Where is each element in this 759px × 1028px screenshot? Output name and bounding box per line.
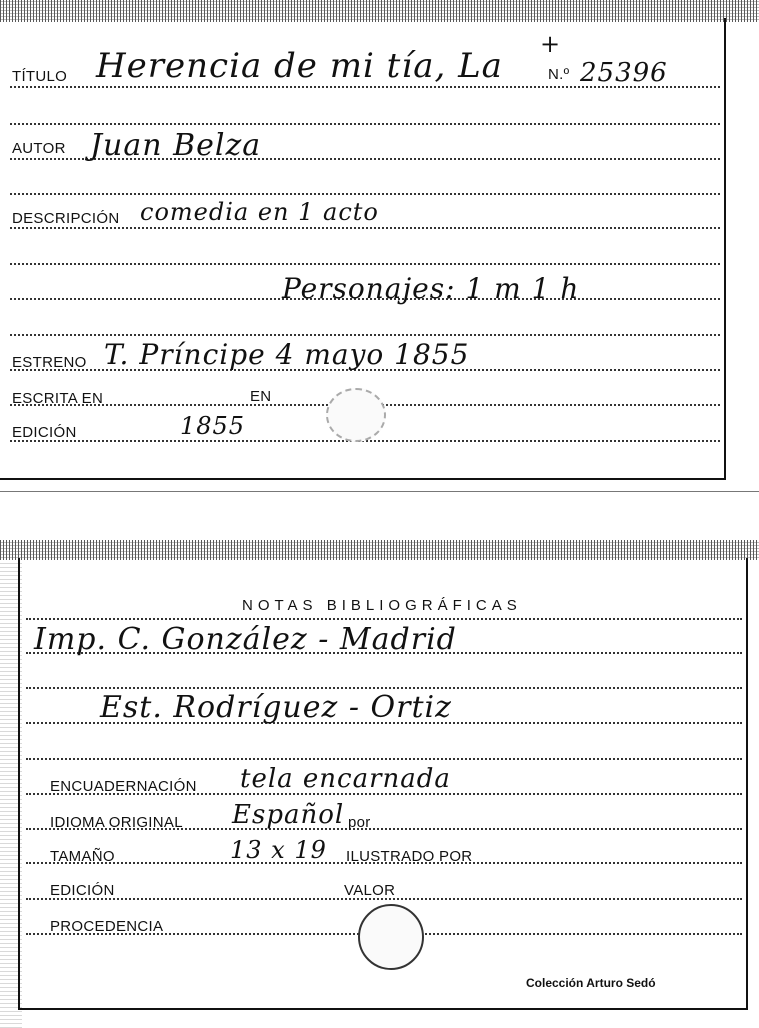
card-separator [0,491,759,492]
estreno-value: T. Príncipe 4 mayo 1855 [104,338,470,371]
autor-label: AUTOR [12,140,66,157]
numero-mark: + [540,30,562,58]
ilustrado-label: ILUSTRADO POR [346,848,473,865]
numero-label: N.º [548,66,570,83]
tamano-label: TAMAÑO [50,848,115,865]
encuadernacion-label: ENCUADERNACIÓN [50,778,197,795]
ruled-line [26,758,742,760]
descripcion-label: DESCRIPCIÓN [12,210,120,227]
ruled-line [10,193,720,195]
note-line-2: Est. Rodríguez - Ortiz [100,690,452,725]
descripcion-value: comedia en 1 acto [140,198,379,226]
titulo-value: Herencia de mi tía, La [96,46,503,86]
encuadernacion-value: tela encarnada [240,764,451,794]
notas-heading: NOTAS BIBLIOGRÁFICAS [242,597,522,614]
card-top-edge [0,540,759,560]
valor-label: VALOR [344,882,396,899]
edicion-label: EDICIÓN [50,882,115,899]
estreno-label: ESTRENO [12,354,87,371]
idioma-label: IDIOMA ORIGINAL [50,814,183,831]
ink-stamp-mark [326,388,386,442]
procedencia-label: PROCEDENCIA [50,918,164,935]
catalog-card-front [0,0,759,500]
autor-value: Juan Belza [90,128,262,163]
ruled-line [26,687,742,689]
personajes-value: Personajes: 1 m 1 h [282,272,580,305]
ruled-line [10,263,720,265]
escrita-en-label: ESCRITA EN [12,390,104,407]
edicion-value: 1855 [180,412,246,440]
ruled-line [26,618,742,620]
ruled-line [10,334,720,336]
en-label: EN [250,388,272,405]
collection-stamp [358,904,424,970]
numero-value: 25396 [580,58,668,88]
ruled-line [10,123,720,125]
note-line-1: Imp. C. González - Madrid [34,622,457,657]
por-label: por [348,814,371,831]
ruled-line [10,227,720,229]
titulo-label: TÍTULO [12,68,68,85]
catalog-card-back [0,540,759,1028]
tamano-value: 13 x 19 [230,836,327,864]
idioma-value: Español [232,800,345,830]
edicion-label: EDICIÓN [12,424,77,441]
collection-footer: Colección Arturo Sedó [526,976,656,990]
